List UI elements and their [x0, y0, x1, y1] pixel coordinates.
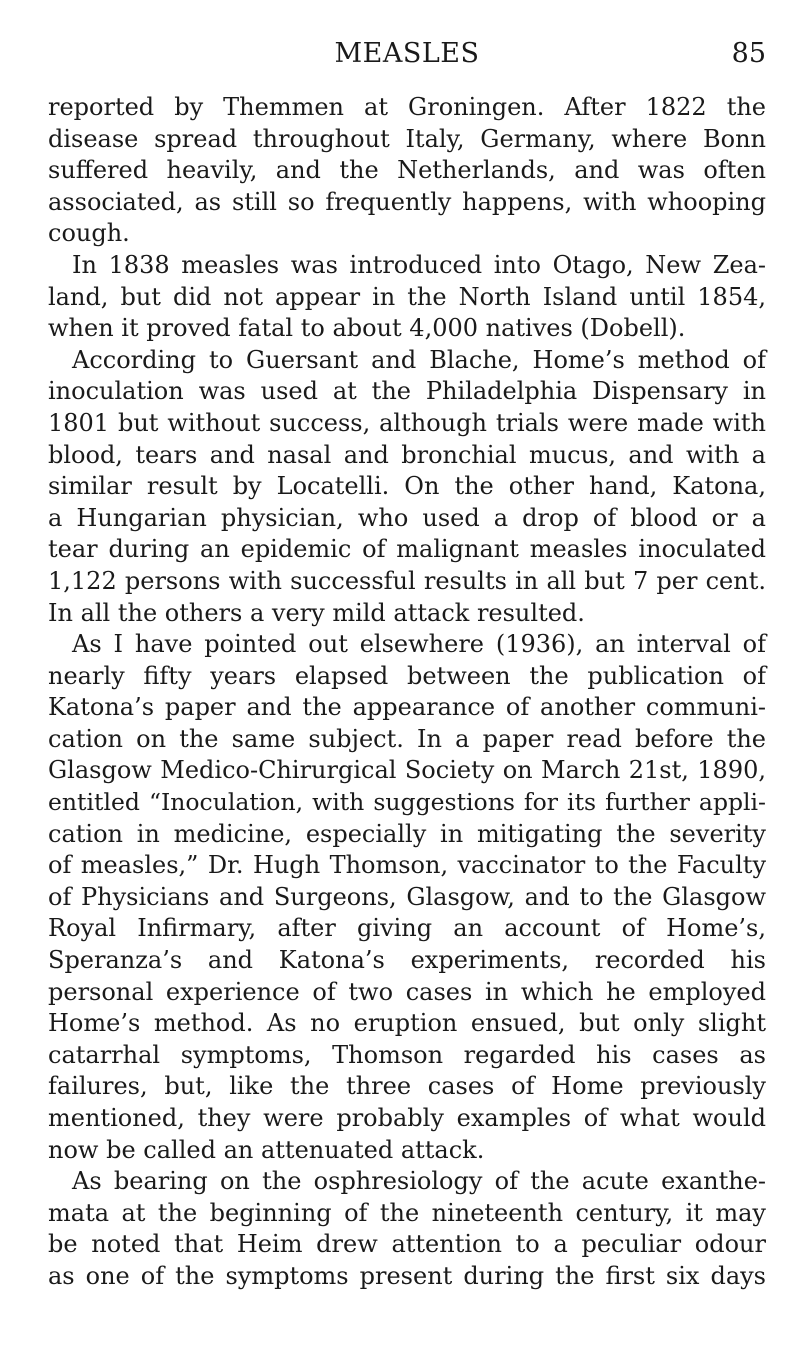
document-page: [48, 30, 766, 1293]
text-line: failures, but, like the three cases of Home previously: [48, 1072, 766, 1101]
text-line: now be called an attenuated attack.: [48, 1135, 485, 1164]
text-line: Royal Infirmary, after giving an account of Home’s,: [48, 914, 766, 943]
text-line: disease spread throughout Italy, Germany, where Bonn: [48, 124, 766, 153]
text-line: reported by Themmen at Groningen. After 1822 the: [48, 93, 766, 121]
body-text: [48, 92, 766, 1293]
text-line: As bearing on the osphresiology of the acute exanthe-: [72, 1167, 766, 1196]
text-line: In all the others a very mild attack resulted.: [48, 598, 585, 627]
text-line: According to Guersant and Blache, Home’s method of: [72, 345, 766, 374]
text-line: land, but did not appear in the North Island until 1854,: [48, 282, 766, 311]
text-line: catarrhal symptoms, Thomson regarded his cases as: [48, 1040, 766, 1069]
text-line: tear during an epidemic of malignant measles inoculated: [48, 535, 766, 564]
text-line: similar result by Locatelli. On the other hand, Katona,: [48, 472, 766, 501]
text-line: cation in medicine, especially in mitigating the severity: [48, 819, 766, 848]
text-line: As I have pointed out elsewhere (1936), an interval of: [72, 630, 766, 659]
running-head: [48, 30, 766, 78]
text-line: 1,122 persons with successful results in all but 7 per cent.: [48, 566, 766, 595]
text-line: cation on the same subject. In a paper read before the: [48, 724, 766, 753]
text-line: when it proved fatal to about 4,000 natives (Dobell).: [48, 314, 686, 343]
text-line: suffered heavily, and the Netherlands, and was often: [48, 156, 766, 185]
text-line: Home’s method. As no eruption ensued, but only slight: [48, 1009, 766, 1038]
text-line: as one of the symptoms present during the first six days: [48, 1261, 766, 1290]
running-title: MEASLES: [334, 38, 480, 69]
text-line: be noted that Heim drew attention to a peculiar odour: [48, 1230, 766, 1259]
text-line: In 1838 measles was introduced into Otago, New Zea-: [72, 250, 766, 279]
text-line: 1801 but without success, although trials were made with: [48, 408, 766, 437]
text-line: blood, tears and nasal and bronchial mucus, and with a: [48, 440, 766, 469]
text-line: mentioned, they were probably examples of what would: [48, 1104, 766, 1132]
text-line: mata at the beginning of the nineteenth century, it may: [48, 1198, 766, 1227]
text-line: of Physicians and Surgeons, Glasgow, and to the Glasgow: [48, 882, 766, 911]
text-line: Katona’s paper and the appearance of another communi-: [48, 693, 766, 722]
text-line: cough.: [48, 219, 130, 248]
text-line: of measles,” Dr. Hugh Thomson, vaccinator to the Faculty: [48, 851, 766, 880]
text-line: Glasgow Medico-Chirurgical Society on March 21st, 1890,: [48, 756, 766, 785]
text-line: Speranza’s and Katona’s experiments, recorded his: [48, 946, 766, 975]
text-line: personal experience of two cases in which he employed: [48, 977, 766, 1006]
page-number: 85: [731, 38, 766, 69]
text-line: inoculation was used at the Philadelphia Dispensary in: [48, 377, 766, 406]
text-line: a Hungarian physician, who used a drop of blood or a: [48, 503, 766, 532]
text-line: associated, as still so frequently happens, with whooping: [48, 187, 766, 216]
text-line: nearly fifty years elapsed between the publication of: [48, 661, 766, 690]
text-line: entitled “Inoculation, with suggestions for its further appli-: [48, 788, 766, 817]
